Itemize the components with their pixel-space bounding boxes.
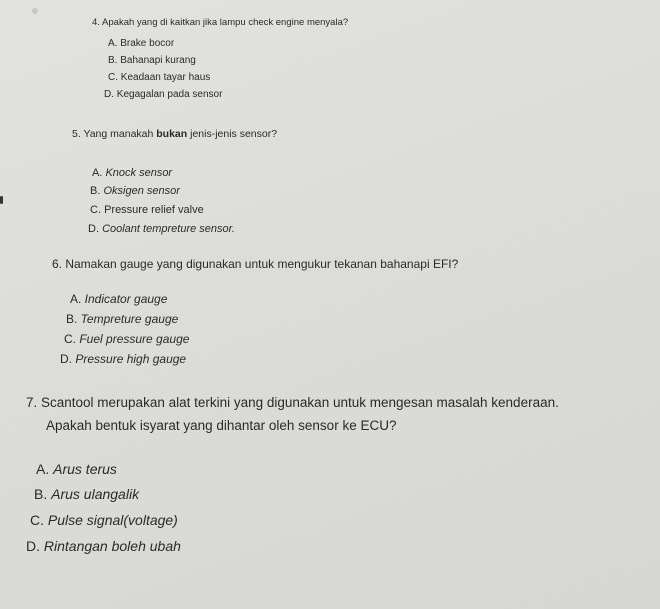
question-7-option-b: B. Arus ulangalik (34, 486, 140, 502)
question-5-prefix: 5. Yang manakah (72, 128, 157, 140)
question-5-suffix: jenis-jenis sensor? (187, 128, 278, 140)
question-7-text: 7. Scantool merupakan alat terkini yang digunakan untuk mengesan masalah kenderaan. (26, 395, 559, 410)
question-7-option-a: A. Arus terus (36, 461, 117, 477)
question-4-option-d: D. Kegagalan pada sensor (104, 89, 223, 100)
question-6-text: 6. Namakan gauge yang digunakan untuk mengukur tekanan bahanapi EFI? (52, 257, 459, 271)
question-7-option-c: C. Pulse signal(voltage) (30, 512, 178, 528)
question-5-option-d: D. Coolant tempreture sensor. (88, 223, 235, 235)
question-5-emphasis: bukan (156, 128, 188, 140)
question-7-option-d: D. Rintangan boleh ubah (26, 538, 181, 554)
question-4-option-a: A. Brake bocor (108, 38, 175, 49)
question-4-text: 4. Apakah yang di kaitkan jika lampu check engine menyala? (92, 17, 349, 28)
question-4-option-c: C. Keadaan tayar haus (108, 72, 211, 83)
question-5-option-a: A. Knock sensor (92, 167, 173, 179)
question-5-option-b: B. Oksigen sensor (90, 185, 180, 197)
question-6-option-b: B. Tempreture gauge (66, 312, 179, 326)
question-6-option-c: C. Fuel pressure gauge (64, 332, 190, 346)
question-6-option-a: A. Indicator gauge (70, 292, 168, 306)
page-edge-mark (0, 196, 3, 204)
question-5-text (72, 128, 277, 140)
question-4-option-b: B. Bahanapi kurang (108, 55, 196, 66)
question-6-option-d: D. Pressure high gauge (60, 352, 187, 366)
question-7-text-line2: Apakah bentuk isyarat yang dihantar oleh sensor ke ECU? (46, 418, 397, 433)
question-5-option-c: C. Pressure relief valve (90, 204, 204, 216)
page-corner-mark (32, 8, 38, 14)
